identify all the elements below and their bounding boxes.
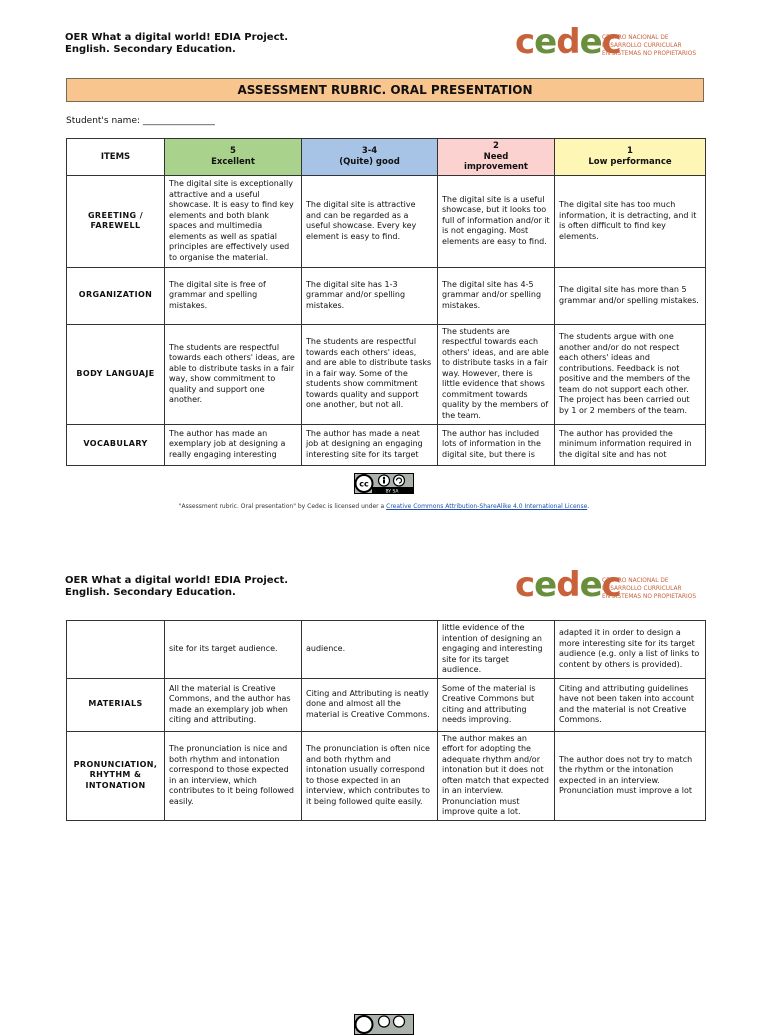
license-text: [0, 503, 768, 510]
license-prefix: "Assessment rubric. Oral presentation" by Cedec is licensed under a: [178, 503, 387, 510]
creative-commons-badge-2: [354, 1014, 414, 1035]
cell-1: Citing and attributing guidelines have not been taken into account and the material is not Creative Commons.: [555, 678, 706, 731]
row-item-label: [67, 621, 165, 679]
page-header: [65, 22, 705, 72]
logo-subtitle: [602, 33, 696, 57]
cell-3-4: The digital site is attractive and can be regarded as a useful showcase. Every key element is easy to find.: [302, 175, 438, 267]
col-1-num: 1: [627, 146, 633, 157]
table-row: [67, 678, 706, 731]
cell-3-4: The digital site has 1-3 grammar and/or spelling mistakes.: [302, 267, 438, 324]
row-item-label: PRONUNCIATION, RHYTHM & INTONATION: [67, 731, 165, 820]
row-item-label: VOCABULARY: [67, 424, 165, 465]
table-row: [67, 731, 706, 820]
col-header-3-4: [302, 139, 438, 176]
header-text: [65, 32, 288, 56]
rubric-table-page2: [66, 620, 706, 821]
col-34-label: (Quite) good: [339, 156, 400, 167]
cell-5: The digital site is free of grammar and spelling mistakes.: [165, 267, 302, 324]
cell-5: site for its target audience.: [165, 621, 302, 679]
cell-5: The digital site is exceptionally attractive and a useful showcase. It is easy to find key elements and both blank spaces and multimedia elements as well as spatial principles are effectively used to organise the material.: [165, 175, 302, 267]
cell-2: Some of the material is Creative Commons but citing and attributing needs improving.: [438, 678, 555, 731]
col-header-items: ITEMS: [67, 139, 165, 176]
cell-2: The digital site has 4-5 grammar and/or spelling mistakes.: [438, 267, 555, 324]
rubric-table-page1: [66, 138, 706, 466]
cedec-logo: [515, 565, 705, 608]
col-2-label-2: improvement: [464, 162, 528, 172]
cell-1: The digital site has too much information, it is detracting, and it is often difficult to find key elements.: [555, 175, 706, 267]
logo-subtitle: [602, 576, 696, 600]
cell-2: little evidence of the intention of designing an engaging and interesting site for its target audience.: [438, 621, 555, 679]
svg-text:cc: cc: [359, 479, 369, 489]
header-line-1: OER What a digital world! EDIA Project.: [65, 32, 289, 43]
table-row: [67, 424, 706, 465]
logo-word: cedec: [515, 22, 621, 62]
col-header-5: [165, 139, 302, 176]
logo-word: cedec: [515, 565, 621, 605]
cell-2: The digital site is a useful showcase, but it looks too full of information and/or it is not engaging. Most elements are easy to find.: [438, 175, 555, 267]
col-34-num: 3-4: [361, 146, 378, 157]
cell-3-4: Citing and Attributing is neatly done and almost all the material is Creative Commons.: [302, 678, 438, 731]
cell-5: The pronunciation is nice and both rhythm and intonation correspond to those expected in an interview, which contributes to it being followed easily.: [165, 731, 302, 820]
logo-sub-3: EN SISTEMAS NO PROPIETARIOS: [602, 49, 697, 57]
col-header-1: [555, 139, 706, 176]
col-5-num: 5: [230, 146, 236, 157]
logo-sub-2: DESARROLLO CURRICULAR: [602, 41, 682, 49]
logo-sub-2: DESARROLLO CURRICULAR: [602, 584, 682, 592]
cell-1: The author does not try to match the rhythm or the intonation expected in an interview. Pronunciation must improve a lot: [555, 731, 706, 820]
cell-1: adapted it in order to design a more interesting site for its target audience (e.g. only a list of links to content by others is provided).: [555, 621, 706, 679]
creative-commons-badge: [354, 473, 414, 494]
logo-sub-3: EN SISTEMAS NO PROPIETARIOS: [602, 592, 697, 600]
col-header-2: [438, 139, 555, 176]
cell-3-4: The students are respectful towards each others' ideas, and are able to distribute tasks in a fair way. Some of the students show commitment towards quality and support one another, but not all.: [302, 324, 438, 424]
license-suffix: .: [587, 503, 590, 510]
table-row: [67, 267, 706, 324]
page-header-2: [65, 565, 705, 615]
cell-3-4: The pronunciation is often nice and both rhythm and intonation usually correspond to those expected in an interview, which contributes to it being followed quite easily.: [302, 731, 438, 820]
header-line-2: English. Secondary Education.: [65, 44, 236, 55]
cell-2: The author makes an effort for adopting the adequate rhythm and/or intonation but it does not often match that expected in an interview. Pronunciation must improve quite a lot.: [438, 731, 555, 820]
table-header-row: [67, 139, 706, 176]
student-name-label: Student's name: ________________: [66, 116, 215, 126]
cedec-logo: [515, 22, 705, 65]
header-text: [65, 575, 288, 599]
col-2-num: 2: [493, 141, 499, 151]
row-item-label: BODY LANGUAJE: [67, 324, 165, 424]
rubric-title: ASSESSMENT RUBRIC. ORAL PRESENTATION: [66, 78, 704, 102]
row-item-label: ORGANIZATION: [67, 267, 165, 324]
row-item-label: GREETING / FAREWELL: [67, 175, 165, 267]
header-line-1: OER What a digital world! EDIA Project.: [65, 575, 289, 586]
logo-sub-1: CENTRO NACIONAL DE: [602, 33, 669, 41]
cell-2: The students are respectful towards each others' ideas, and are able to distribute tasks in a fair way. However, there is little evidence that shows commitment towards quality by the members of the team.: [438, 324, 555, 424]
cell-2: The author has included lots of information in the digital site, but there is: [438, 424, 555, 465]
table-row: [67, 621, 706, 679]
cell-5: The students are respectful towards each others' ideas, are able to distribute tasks in a fair way, show commitment to quality and support one another.: [165, 324, 302, 424]
col-2-label-1: Need: [483, 151, 509, 162]
header-line-2: English. Secondary Education.: [65, 587, 236, 598]
cell-1: The author has provided the minimum information required in the digital site and has not: [555, 424, 706, 465]
license-link[interactable]: Creative Commons Attribution-ShareAlike 4.0 International License: [386, 503, 588, 510]
col-1-label: Low performance: [588, 156, 672, 167]
cell-1: The students argue with one another and/or do not respect each others' ideas and contributions. Feedback is not positive and the members of the team do not support each other. The project has been carried out by 1 or 2 members of the team.: [555, 324, 706, 424]
table-row: [67, 175, 706, 267]
cell-1: The digital site has more than 5 grammar and/or spelling mistakes.: [555, 267, 706, 324]
row-item-label: MATERIALS: [67, 678, 165, 731]
cell-3-4: audience.: [302, 621, 438, 679]
table-row: [67, 324, 706, 424]
logo-sub-1: CENTRO NACIONAL DE: [602, 576, 669, 584]
cell-5: The author has made an exemplary job at designing a really engaging interesting: [165, 424, 302, 465]
col-5-label: Excellent: [211, 156, 255, 167]
cell-3-4: The author has made a neat job at designing an engaging interesting site for its target: [302, 424, 438, 465]
cc-badge-text: BY SA: [385, 489, 399, 494]
cell-5: All the material is Creative Commons, and the author has made an exemplary job when citing and attributing.: [165, 678, 302, 731]
